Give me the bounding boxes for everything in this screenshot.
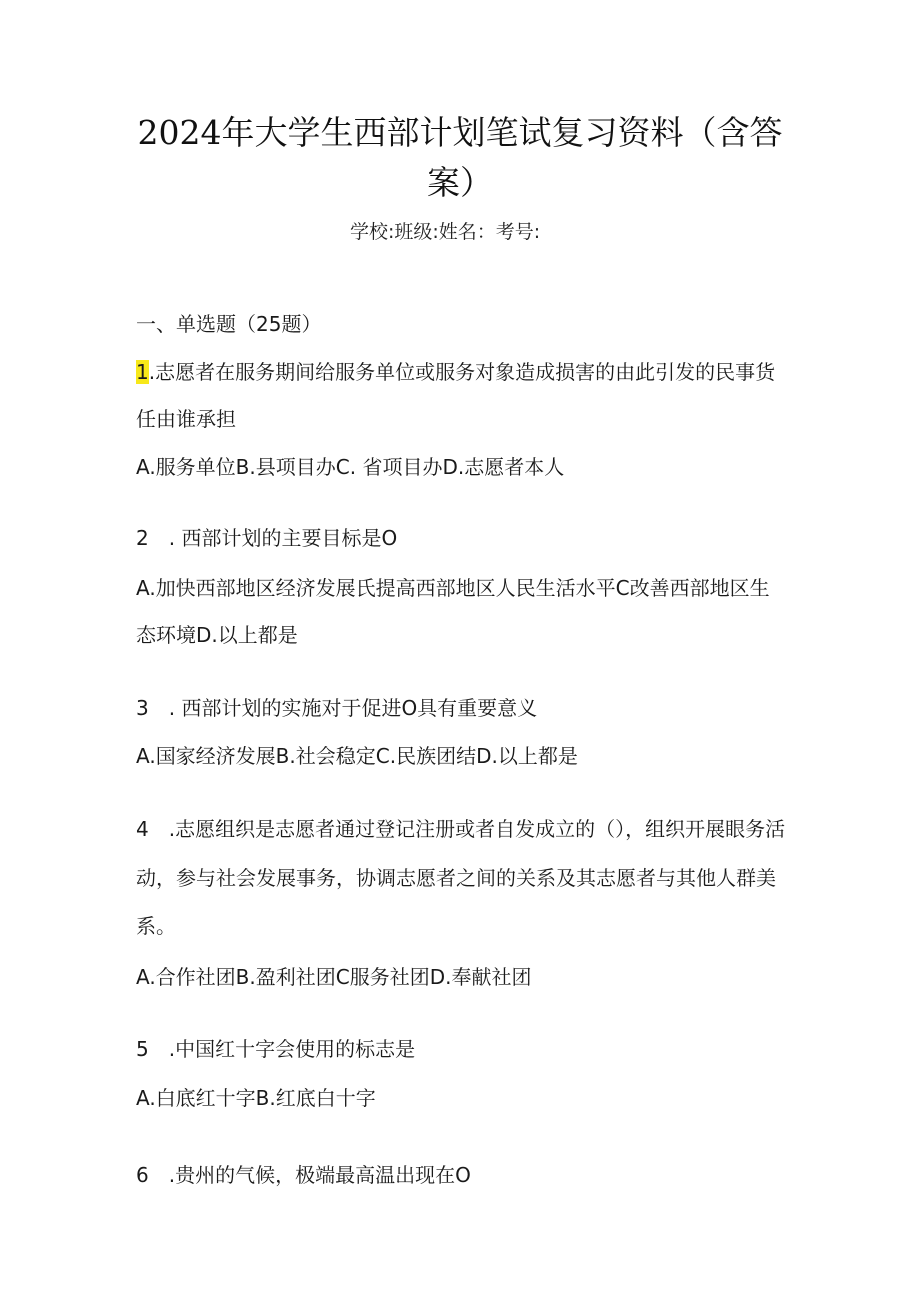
question-1-options: A.服务单位B.县项目办C. 省项目办D.志愿者本人 — [136, 455, 565, 479]
question-1-line-2: 任由谁承担 — [136, 407, 236, 431]
title-line-2: 案） — [427, 163, 493, 202]
student-info-line: 学校:班级:姓名：考号: — [350, 221, 541, 243]
question-3-options: A.国家经济发展B.社会稳定C.民族团结D.以上都是 — [136, 744, 578, 768]
question-2-text: 2 . 西部计划的主要目标是O — [136, 526, 398, 550]
section-heading: 一、单选题（25题） — [136, 312, 322, 336]
question-4-line-1: 4 .志愿组织是志愿者通过登记注册或者自发成立的（），组织开展眼务活 — [136, 817, 786, 841]
question-3-text: 3 . 西部计划的实施对于促进O具有重要意义 — [136, 696, 538, 720]
question-2-options-line-1: A.加快西部地区经济发展氏提高西部地区人民生活水平C改善西部地区生 — [136, 576, 770, 600]
question-1-text: .志愿者在服务期间给服务单位或服务对象造成损害的由此引发的民事货 — [148, 360, 776, 384]
question-4-options: A.合作社团B.盈利社团C服务社团D.奉献社团 — [136, 965, 532, 989]
highlighted-question-number: 1 — [136, 360, 149, 384]
question-5-text: 5 .中国红十字会使用的标志是 — [136, 1037, 416, 1061]
question-5-options: A.白底红十字B.红底白十字 — [136, 1086, 376, 1110]
question-6-text: 6 .贵州的气候，极端最高温出现在O — [136, 1163, 471, 1187]
title-line-1: 2024年大学生西部计划笔试复习资料（含答 — [137, 113, 783, 152]
question-4-line-3: 系。 — [136, 914, 176, 938]
question-4-line-2: 动，参与社会发展事务，协调志愿者之间的关系及其志愿者与其他人群美 — [136, 866, 776, 890]
document-title — [118, 108, 802, 208]
question-2-options-line-2: 态环境D.以上都是 — [136, 623, 298, 647]
question-1-line-1 — [136, 358, 775, 386]
